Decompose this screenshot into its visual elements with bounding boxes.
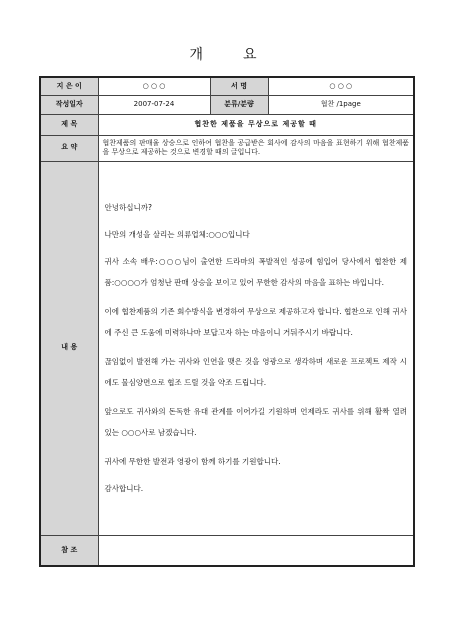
author-label: 지 은 이 [40,77,98,95]
summary-value: 협찬제품의 판매율 상승으로 인하여 협찬을 공급받은 회사에 감사의 마음을 표현하기 위해 협찬제품을 무상으로 제공하는 것으로 변경할 때의 글입니다. [98,135,414,161]
author-value: ○ ○ ○ [98,77,210,95]
content-row [40,161,414,535]
date-value: 2007-07-24 [98,95,210,114]
summary-label: 요 약 [40,135,98,161]
greeting-paragraph: 안녕하십니까? [104,203,152,212]
intro-paragraph: 나만의 개성을 살리는 의류업체:○○○입니다 [104,230,250,239]
subject-label: 제 목 [40,114,98,135]
content-label: 내 용 [40,161,98,535]
subject-value: 협찬한 제품을 무상으로 제공할 때 [98,114,414,135]
body-paragraph-2: 이에 협찬제품의 기존 회수방식을 변경하여 무상으로 제공하고자 합니다. 협찬으로 인해 귀사에 주신 큰 도움에 미력하나마 보답고자 하는 마음이니 거둬주시기 바랍니다. [104,307,407,337]
signature-label: 서 명 [210,77,268,95]
subject-row [40,114,414,135]
document-title [0,44,450,64]
category-value: 협찬 /1page [268,95,414,114]
author-row [40,77,414,95]
category-label: 분류/분량 [210,95,268,114]
closing-paragraph: 감사합니다. [104,484,144,493]
date-row [40,95,414,114]
title-part-2: 요 [243,47,261,63]
body-paragraph-1: 귀사 소속 배우:○○○님이 출연한 드라마의 폭발적인 성공에 힘입어 당사에서 협찬한 제품:○○○○가 엄청난 판매 상승을 보이고 있어 무한한 감사의 마음을 표하는 바입니다. [104,257,407,287]
signature-value: ○ ○ ○ [268,77,414,95]
reference-label: 참 조 [40,535,98,566]
reference-row [40,535,414,566]
reference-value [98,535,414,566]
summary-row [40,135,414,161]
date-label: 작성일자 [40,95,98,114]
body-paragraph-5: 귀사에 무한한 발전과 영광이 함께 하기를 기원합니다. [104,457,281,466]
content-body [98,161,414,535]
overview-form-table [39,76,415,567]
body-paragraph-4: 앞으로도 귀사와의 돈독한 유대 관계를 이어가길 기원하며 언제라도 귀사를 위해 활짝 열려 있는 ○○○사로 남겠습니다. [104,407,407,437]
title-part-1: 개 [189,47,207,63]
body-paragraph-3: 끊임없이 발전해 가는 귀사와 인연을 맺은 것을 영광으로 생각하며 새로운 프로젝트 제작 시에도 물심양면으로 협조 드릴 것을 약조 드립니다. [104,357,407,387]
